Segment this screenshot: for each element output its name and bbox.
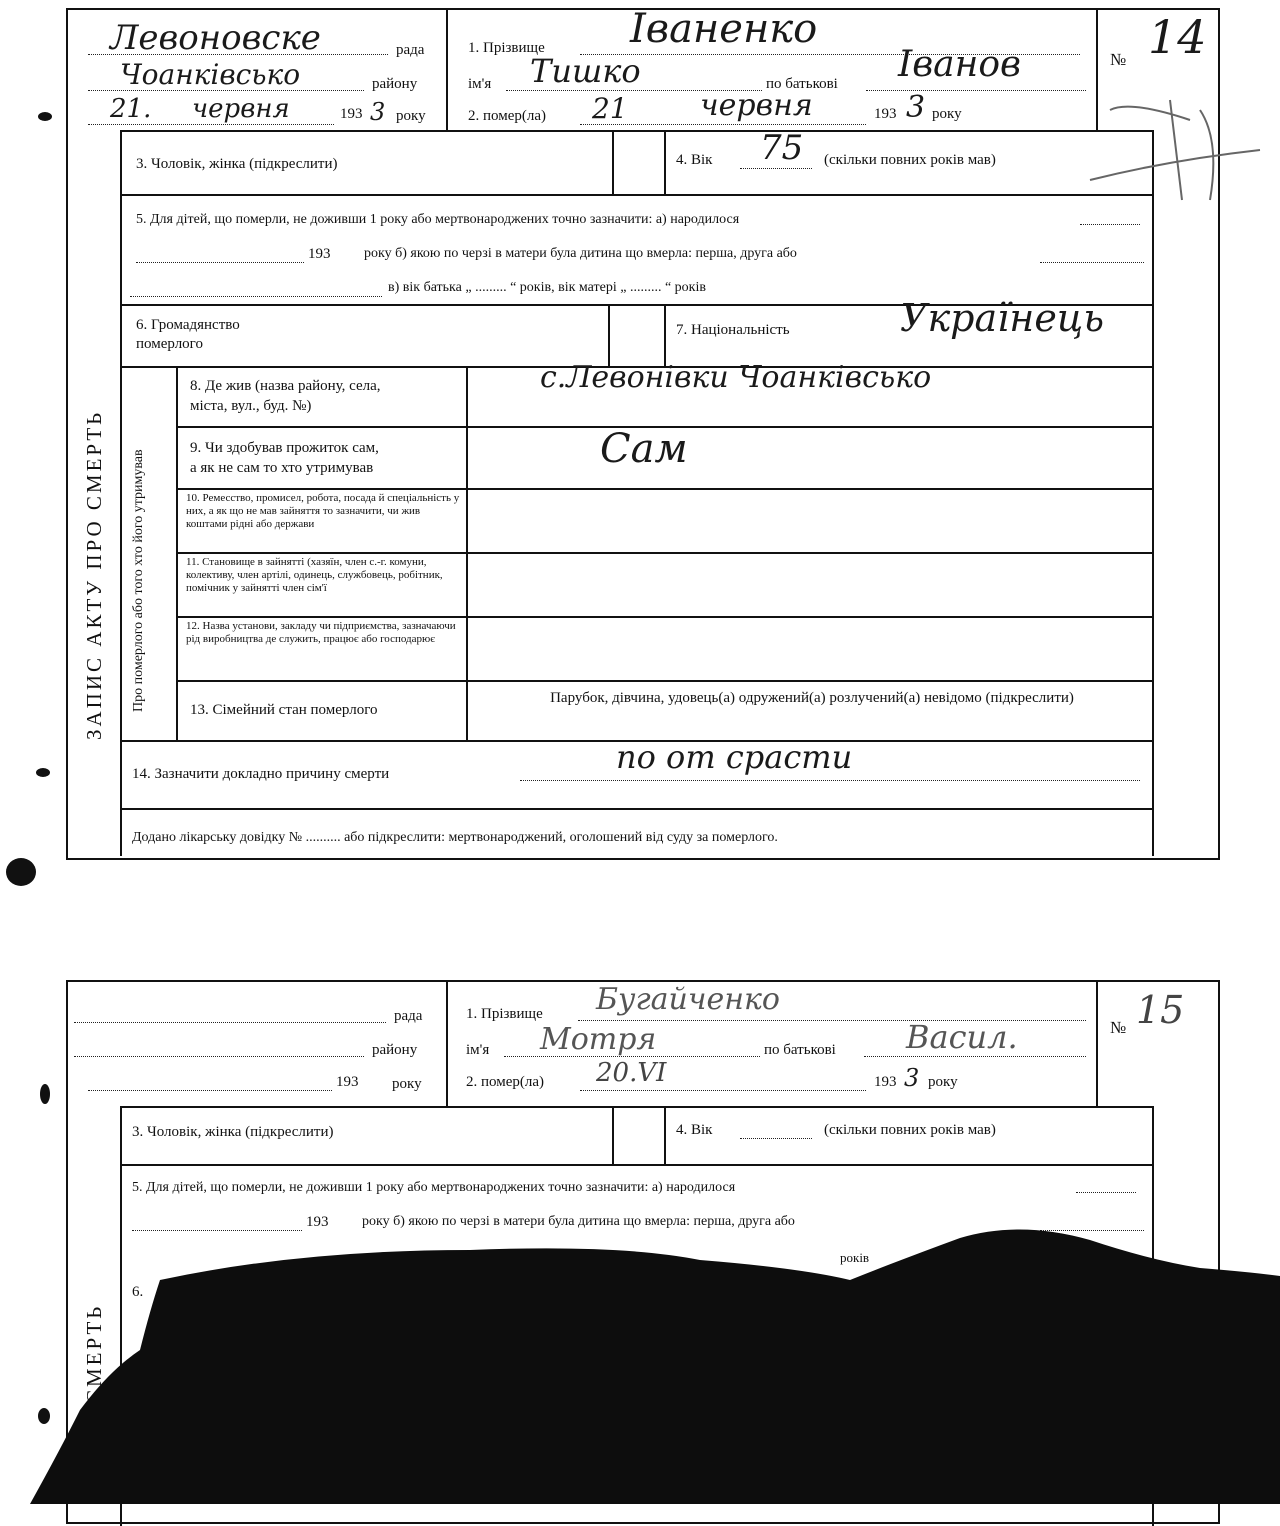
- record-number-handwriting: 14: [1148, 10, 1207, 64]
- q5-line3-dots: [130, 296, 382, 297]
- f2-died-year-handwriting: 3: [904, 1064, 920, 1092]
- q9-label: 9. Чи здобував прожиток сам, а як не сам то хто утримував: [190, 440, 379, 476]
- f2-surname-handwriting: Бугайченко: [596, 982, 780, 1017]
- date-year-handwriting: 3: [370, 98, 386, 126]
- date-day-handwriting: 21.: [110, 94, 152, 124]
- date-year-label: року: [396, 108, 426, 124]
- q13-options: Парубок, дівчина, удовець(а) одружений(а) розлучений(а) невідомо (підкреслити): [550, 690, 1074, 706]
- district-handwriting: Чоанківсько: [120, 58, 301, 91]
- f2-surname-label: 1. Прізвище: [466, 1006, 543, 1022]
- pencil-mark: [1070, 60, 1270, 220]
- q11-bottom: [176, 616, 1154, 618]
- f2-row3-bottom: [120, 1164, 1154, 1166]
- f2-district-line: [74, 1056, 364, 1057]
- binder-hole: [40, 1084, 50, 1104]
- date-year-prefix: 193: [340, 106, 363, 122]
- row3-divider-b: [664, 130, 666, 194]
- name-label: ім'я: [468, 76, 492, 92]
- binder-hole: [38, 112, 52, 121]
- q10-label: 10. Ремесство, промисел, робота, посада й спеціальність у них, а як що не мав зайняття то зазначити, чи жив коштами рідні або держави: [186, 492, 460, 530]
- f2-sex-label: 3. Чоловік, жінка (підкреслити): [132, 1124, 334, 1140]
- name-handwriting: Тишко: [530, 52, 641, 90]
- patronymic-line: [866, 90, 1086, 91]
- q9-handwriting: Сам: [600, 426, 688, 472]
- f2-record-number-label: №: [1110, 1018, 1127, 1037]
- form1-header-divider-left: [446, 10, 448, 130]
- district-line: [88, 90, 364, 91]
- q10-bottom: [176, 552, 1154, 554]
- f2-died-year-prefix: 193: [874, 1074, 897, 1090]
- footer-text: Додано лікарську довідку № .......... або підкреслити: мертвонароджений, оголошений від суду за померлого.: [132, 830, 778, 845]
- f2-q5-line3-fragment: років: [840, 1250, 870, 1265]
- died-year-prefix: 193: [874, 106, 897, 122]
- patronymic-handwriting: Іванов: [898, 44, 1021, 85]
- f2-q5-line2-text: року б) якою по черзі в матери була дитина що вмерла: перша, друга або: [362, 1214, 795, 1229]
- q13-label: 13. Сімейний стан померлого: [190, 702, 378, 718]
- record-number-label: №: [1110, 50, 1127, 69]
- form1-vertical-title: ЗАПИС АКТУ ПРО СМЕРТЬ: [82, 409, 106, 740]
- f2-age-line: [740, 1138, 812, 1139]
- f2-date-line: [88, 1090, 332, 1091]
- nationality-handwriting: Українець: [900, 296, 1105, 340]
- f2-row3-divider-b: [664, 1106, 666, 1164]
- row3-bottom: [120, 194, 1154, 196]
- surname-label: 1. Прізвище: [468, 40, 545, 56]
- f2-died-label: 2. помер(ла): [466, 1074, 545, 1090]
- form1-inner-right: [1152, 130, 1154, 856]
- f2-patronymic-handwriting: Васил.: [906, 1018, 1018, 1056]
- row6-divider-b: [664, 304, 666, 366]
- q14-bottom: [120, 808, 1154, 810]
- patronymic-label: по батькові: [766, 76, 838, 92]
- f2-district-label: району: [372, 1042, 418, 1058]
- form1-header-bottom: [120, 130, 1154, 132]
- council-handwriting: Левоновске: [110, 18, 321, 58]
- died-day-handwriting: 21: [592, 92, 628, 125]
- q5-line2-text: року б) якою по черзі в матери була дитина що вмерла: перша, друга або: [364, 246, 797, 261]
- torn-damage-area: [0, 1220, 1280, 1504]
- form2-vertical-title: СМЕРТЬ: [82, 1303, 106, 1404]
- f2-date-year-label: року: [392, 1076, 422, 1092]
- q9-bottom: [176, 488, 1154, 490]
- form2-header-divider-left: [446, 982, 448, 1106]
- f2-council-label: рада: [394, 1008, 423, 1024]
- sex-label: 3. Чоловік, жінка (підкреслити): [136, 156, 338, 172]
- form1-inner-left: [120, 130, 122, 856]
- q11-label: 11. Становище в зайнятті (хазяїн, член с.-г. комуни, колективу, член артілі, одинець, службовець, робітник, помічник у зайнятті член сім'ї: [186, 556, 443, 594]
- form2-header-bottom: [120, 1106, 1154, 1108]
- died-month-handwriting: червня: [700, 88, 813, 123]
- row6-divider-a: [608, 304, 610, 366]
- binder-hole: [36, 768, 50, 777]
- q5-line2-dots: [136, 262, 304, 263]
- f2-name-label: ім'я: [466, 1042, 490, 1058]
- f2-died-line: [580, 1090, 866, 1091]
- row3-divider-a: [612, 130, 614, 194]
- f2-q5-born-line: [1076, 1192, 1136, 1193]
- q5-order-line: [1040, 262, 1144, 263]
- f2-age-label: 4. Вік: [676, 1122, 713, 1138]
- district-label: району: [372, 76, 418, 92]
- form2-header-divider-right: [1096, 982, 1098, 1106]
- date-month-handwriting: червня: [192, 94, 290, 124]
- f2-q6-fragment: 6.: [132, 1284, 144, 1300]
- citizenship-label: 6. Громадянство померлого: [136, 317, 240, 352]
- died-label: 2. помер(ла): [468, 108, 547, 124]
- side-vertical-label: Про померлого або того хто його утримував: [131, 449, 146, 712]
- q5-line1: 5. Для дітей, що померли, не доживши 1 року або мертвонароджених точно зазначити: а) народилося: [136, 212, 740, 227]
- q14-line: [520, 780, 1140, 781]
- q5-born-line: [1080, 224, 1140, 225]
- age-line: [740, 168, 812, 169]
- date-line: [88, 124, 334, 125]
- f2-age-note: (скільки повних років мав): [824, 1122, 996, 1138]
- f2-q5-line2-year: 193: [306, 1214, 329, 1230]
- died-year-handwriting: 3: [906, 90, 926, 125]
- f2-patronymic-label: по батькові: [764, 1042, 836, 1058]
- council-label: рада: [396, 42, 425, 58]
- died-year-label: року: [932, 106, 962, 122]
- q5-line2-year: 193: [308, 246, 331, 262]
- f2-row3-divider-a: [612, 1106, 614, 1164]
- q8-label: 8. Де жив (назва району, села, міста, вул., буд. №): [190, 378, 381, 414]
- q8-handwriting: с.Левонівки Чоанківсько: [540, 360, 932, 395]
- binder-hole: [6, 858, 36, 886]
- f2-council-line: [74, 1022, 386, 1023]
- f2-record-number-handwriting: 15: [1136, 988, 1185, 1032]
- surname-handwriting: Іваненко: [630, 6, 818, 52]
- f2-died-date-handwriting: 20.VI: [596, 1058, 667, 1088]
- q12-bottom: [176, 680, 1154, 682]
- q5-line3: в) вік батька „ ......... “ років, вік матері „ ......... “ років: [388, 280, 706, 295]
- q14-handwriting: по от срасти: [616, 738, 853, 776]
- age-handwriting: 75: [760, 128, 804, 168]
- age-note: (скільки повних років мав): [824, 152, 996, 168]
- q14-label: 14. Зазначити докладно причину смерти: [132, 766, 390, 782]
- nationality-label: 7. Національність: [676, 322, 790, 338]
- council-line: [88, 54, 388, 55]
- f2-died-year-label: року: [928, 1074, 958, 1090]
- f2-name-handwriting: Мотря: [540, 1022, 657, 1057]
- q12-label: 12. Назва установи, закладу чи підприємства, зазначаючи рід виробництва де служить, працює або господарює: [186, 620, 456, 645]
- f2-patronymic-line: [864, 1056, 1086, 1057]
- age-label: 4. Вік: [676, 152, 713, 168]
- f2-q5-line1: 5. Для дітей, що померли, не доживши 1 року або мертвонароджених точно зазначити: а) народилося: [132, 1180, 736, 1195]
- f2-date-year-prefix: 193: [336, 1074, 359, 1090]
